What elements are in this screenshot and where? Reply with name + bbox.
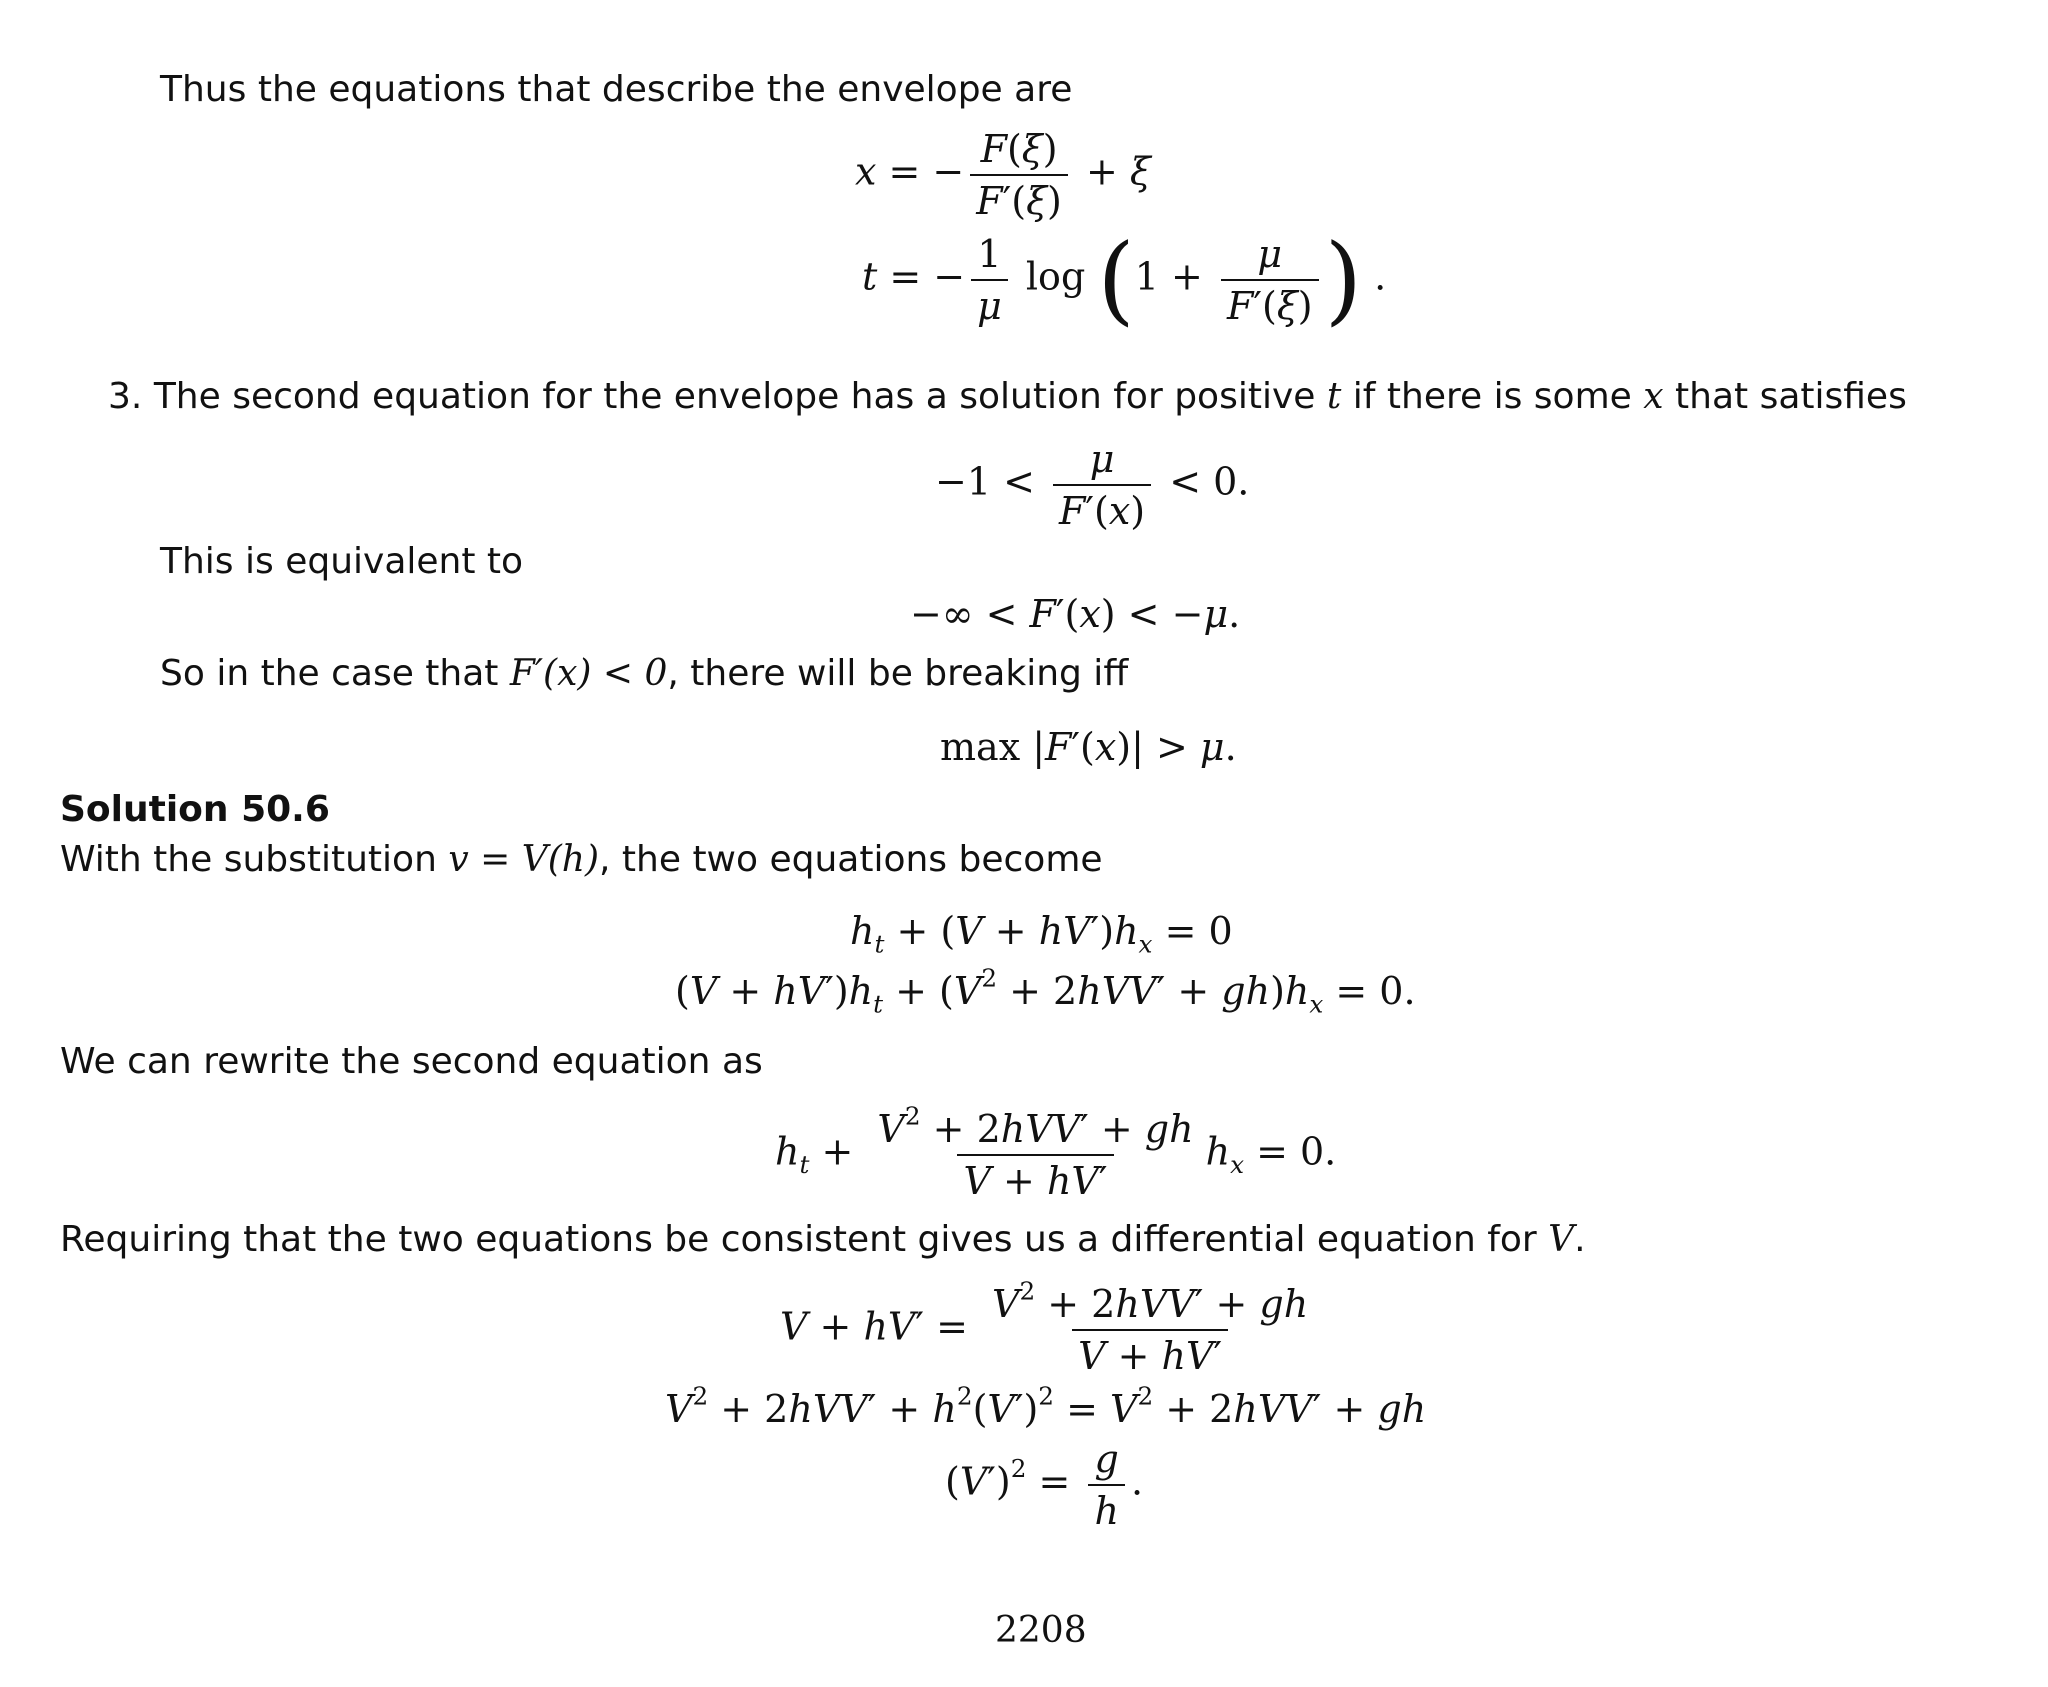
equivalent-text: This is equivalent to: [160, 541, 524, 582]
equation-consistency-1: V + hV′ = $\frac{V^2 + 2hVV' + gh}{V + hV'}$: [780, 1276, 1309, 1378]
subst-math: v = V(h): [448, 839, 600, 880]
case-text-a: So in the case that: [160, 653, 499, 694]
item3-text-c: that satisfies: [1675, 376, 1907, 417]
equation-system-2: $(V + hV')h_t + (V^2 + 2hVV' + gh)h_x = 0$.: [675, 963, 1416, 1019]
equation-rewritten: $h_t$ + $\frac{V^2 + 2hVV' + gh}{V + hV'}$ $h_x = 0$.: [775, 1101, 1337, 1203]
substitution-paragraph: [60, 838, 1103, 882]
page-number: 2208: [995, 1610, 1087, 1651]
subst-text-a: With the substitution: [60, 839, 437, 880]
equation-envelope-t: t = − $\frac{1}{\mu}$ log (1 + $\frac{\mu}{F'(\xi)}$ ) .: [862, 223, 1387, 336]
requiring-text: Requiring that the two equations be consistent gives us a differential equation for: [60, 1219, 1537, 1260]
list-item-3: [108, 375, 1907, 419]
case-math: F′(x) < 0: [509, 653, 668, 694]
equation-equivalent: −∞ < F′(x) < −μ.: [910, 592, 1241, 636]
requiring-var: V: [1548, 1219, 1575, 1260]
case-text-b: , there will be breaking iff: [667, 653, 1129, 694]
equation-inequality: −1 < $\frac{\mu}{F'(x)}$ < 0.: [935, 437, 1250, 533]
solution-heading: Solution 50.6: [60, 789, 330, 830]
item3-text-a: The second equation for the envelope has a solution for positive: [153, 376, 1316, 417]
equation-breaking-condition: max |F′(x)| > μ.: [940, 725, 1237, 769]
case-paragraph: [160, 652, 1128, 696]
equation-consistency-3: $(V')^2$ = $\frac{g}{h}$ .: [945, 1437, 1144, 1533]
equation-envelope-x: x = − $\frac{F(\xi)}{F'(\xi)}$ + ξ: [855, 127, 1151, 223]
item3-var-t: t: [1326, 376, 1342, 417]
equation-system-1: $h_t + (V + hV')h_x = 0$: [850, 909, 1233, 959]
requiring-paragraph: [60, 1218, 1586, 1262]
equation-consistency-2: $V^2 + 2hVV' + h^2(V')^2 = V^2 + 2hVV'$ + gh: [665, 1381, 1427, 1431]
requiring-end: .: [1574, 1219, 1586, 1260]
intro-paragraph: Thus the equations that describe the envelope are: [160, 69, 1073, 110]
item3-var-x: x: [1643, 376, 1664, 417]
subst-text-b: , the two equations become: [599, 839, 1103, 880]
item3-text-b: if there is some: [1352, 376, 1632, 417]
list-number: 3.: [108, 376, 143, 417]
rewrite-text: We can rewrite the second equation as: [60, 1041, 763, 1082]
